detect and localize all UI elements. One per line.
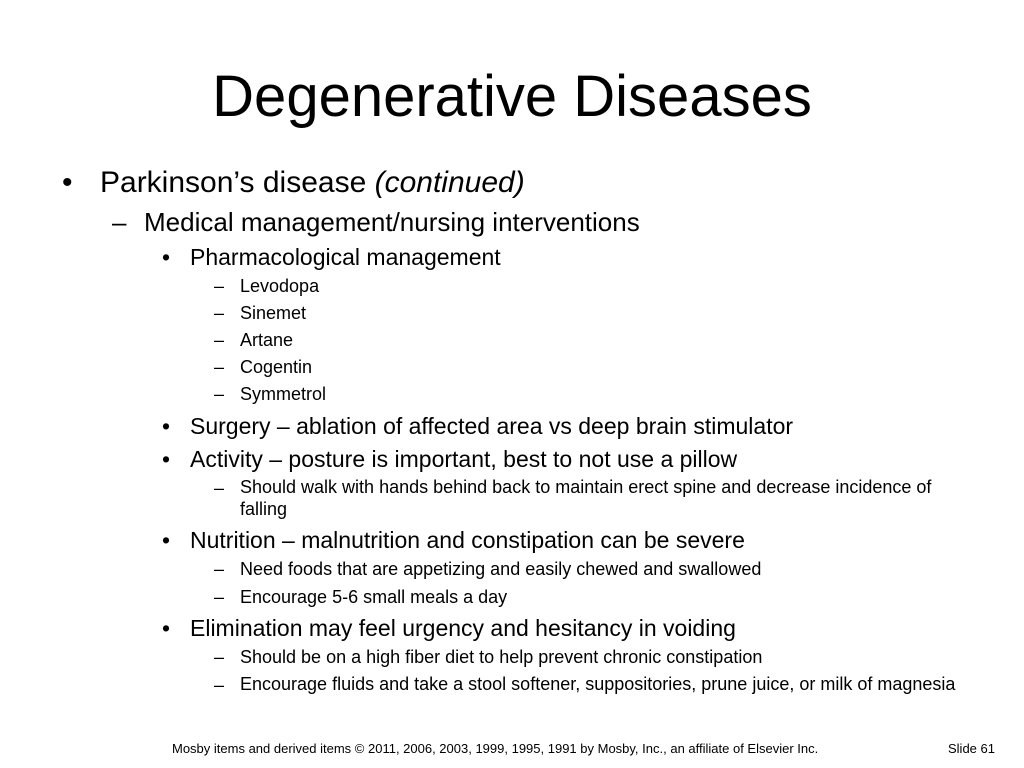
dash-marker: –	[214, 559, 225, 579]
bullet-marker: •	[162, 615, 171, 641]
dash-marker: –	[214, 384, 225, 404]
detail-text: Encourage fluids and take a stool softener, suppositories, prune juice, or milk of magnesia	[240, 674, 956, 694]
detail-text: Should walk with hands behind back to maintain erect spine and decrease incidence of falling	[240, 477, 932, 519]
item-text: Activity – posture is important, best to not use a pillow	[190, 446, 738, 472]
bullet-marker: •	[62, 166, 73, 199]
dash-marker: –	[214, 647, 225, 667]
detail-text: Need foods that are appetizing and easily chewed and swallowed	[240, 559, 762, 579]
dash-marker: –	[214, 303, 225, 323]
dash-marker: –	[214, 478, 225, 498]
dash-marker: –	[214, 357, 225, 377]
bullet-marker: •	[162, 413, 171, 439]
bullet-text	[100, 165, 525, 201]
item-text: Pharmacological management	[190, 244, 501, 270]
detail-text: Should be on a high fiber diet to help prevent chronic constipation	[240, 647, 763, 667]
slide-title: Degenerative Diseases	[212, 64, 812, 129]
drug-name: Sinemet	[240, 303, 307, 323]
drug-name: Levodopa	[240, 276, 320, 296]
copyright-notice: Mosby items and derived items © 2011, 2006, 2003, 1999, 1995, 1991 by Mosby, Inc., an affiliate of Elsevier Inc.	[172, 741, 819, 756]
drug-name: Cogentin	[240, 357, 313, 377]
item-text: Surgery – ablation of affected area vs deep brain stimulator	[190, 413, 794, 439]
dash-marker: –	[214, 276, 225, 296]
bullet-marker: •	[162, 244, 171, 270]
dash-marker: –	[214, 330, 225, 350]
parkinsons-text: Parkinson’s disease	[100, 166, 375, 199]
item-text: Nutrition – malnutrition and constipation can be severe	[190, 527, 745, 553]
drug-name: Symmetrol	[240, 384, 327, 404]
dash-marker: –	[214, 675, 225, 695]
dash-marker: –	[214, 587, 225, 607]
item-text: Elimination may feel urgency and hesitancy in voiding	[190, 615, 736, 641]
subbullet-text: Medical management/nursing interventions	[144, 207, 640, 237]
drug-name: Artane	[240, 330, 294, 350]
dash-marker: –	[112, 207, 127, 237]
detail-text: Encourage 5-6 small meals a day	[240, 587, 508, 607]
continued-emphasis: (continued)	[374, 166, 525, 199]
bullet-marker: •	[162, 446, 171, 472]
slide-number: Slide 61	[948, 741, 995, 756]
bullet-marker: •	[162, 527, 171, 553]
